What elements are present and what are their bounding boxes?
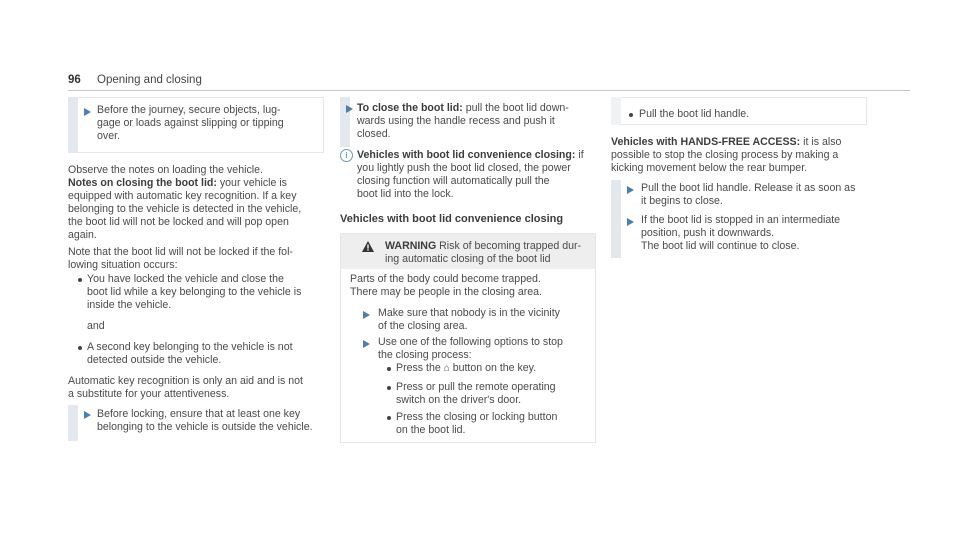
bullet-dot bbox=[78, 278, 82, 282]
pull-line: Pull the boot lid handle. bbox=[639, 108, 750, 120]
warning-first-text: Risk of becoming trapped dur- bbox=[439, 240, 582, 252]
step-line: Use one of the following options to stop bbox=[378, 336, 563, 348]
close-first-line bbox=[357, 102, 569, 115]
auto-line: Automatic key recognition is only an aid and is not bbox=[68, 375, 303, 387]
warning-line: ing automatic closing of the boot lid bbox=[385, 253, 551, 265]
step-line: Make sure that nobody is in the vicinity bbox=[378, 307, 560, 319]
info-first-line bbox=[357, 149, 584, 162]
sub-step-line: switch on the driver's door. bbox=[396, 394, 522, 406]
section-heading: Vehicles with boot lid convenience closing bbox=[340, 213, 564, 225]
info-icon: i bbox=[340, 149, 353, 162]
step-arrow-icon bbox=[346, 105, 353, 113]
tip-line: Before the journey, secure objects, lug- bbox=[97, 104, 281, 116]
sub-step-pre: Press the bbox=[396, 362, 441, 374]
bullet-line: inside the vehicle. bbox=[87, 299, 172, 311]
sub-step-line: Press or pull the remote operating bbox=[396, 381, 556, 393]
step-line: it begins to close. bbox=[641, 195, 723, 207]
sub-step-line: on the boot lid. bbox=[396, 424, 466, 436]
section-title: Opening and closing bbox=[97, 74, 202, 86]
page-number: 96 bbox=[68, 74, 81, 86]
and-text: and bbox=[87, 320, 105, 332]
note-line: Note that the boot lid will not be locked if the fol- bbox=[68, 246, 293, 258]
step-arrow-icon bbox=[363, 340, 370, 348]
bullet-dot bbox=[387, 367, 391, 371]
step-line: position, push it downwards. bbox=[641, 227, 775, 239]
step-bar bbox=[68, 405, 78, 441]
sub-step-line: Press the closing or locking button bbox=[396, 411, 558, 423]
parts-line: Parts of the body could become trapped. bbox=[350, 273, 541, 285]
step-bar bbox=[611, 97, 621, 125]
warning-first-line bbox=[385, 240, 581, 253]
close-line: wards using the handle recess and push it bbox=[357, 115, 555, 127]
info-heading: Vehicles with boot lid convenience closing: bbox=[357, 149, 576, 161]
bullet-line: boot lid while a key belonging to the vehicle is bbox=[87, 286, 302, 298]
bullet-line: detected outside the vehicle. bbox=[87, 354, 222, 366]
hf-first-line bbox=[611, 136, 841, 149]
notes-heading: Notes on closing the boot lid: bbox=[68, 177, 217, 189]
step-line: Pull the boot lid handle. Release it as soon as bbox=[641, 182, 856, 194]
header-divider bbox=[68, 90, 910, 91]
observe-line: Observe the notes on loading the vehicle. bbox=[68, 164, 263, 176]
info-first-text: if bbox=[578, 149, 584, 161]
info-line: you lightly push the boot lid closed, the power bbox=[357, 162, 571, 174]
info-line: boot lid into the lock. bbox=[357, 188, 454, 200]
bullet-line: You have locked the vehicle and close the bbox=[87, 273, 284, 285]
bullet-dot bbox=[387, 416, 391, 420]
step-line: The boot lid will continue to close. bbox=[641, 240, 800, 252]
step-arrow-icon bbox=[84, 411, 91, 419]
notes-line: belonging to the vehicle is detected in the vehicle, bbox=[68, 203, 302, 215]
hf-line: kicking movement below the rear bumper. bbox=[611, 162, 808, 174]
bullet-dot bbox=[629, 113, 633, 117]
bullet-dot bbox=[78, 346, 82, 350]
tip-line: gage or loads against slipping or tipping bbox=[97, 117, 284, 129]
bullet-line: A second key belonging to the vehicle is not bbox=[87, 341, 293, 353]
tip-line: over. bbox=[97, 130, 120, 142]
notes-line: again. bbox=[68, 229, 97, 241]
close-line: closed. bbox=[357, 128, 391, 140]
step-bar bbox=[611, 212, 621, 258]
step-arrow-icon bbox=[627, 218, 634, 226]
close-first-text: pull the boot lid down- bbox=[465, 102, 569, 114]
step-arrow-icon bbox=[627, 186, 634, 194]
step-bar bbox=[611, 180, 621, 216]
notes-first-line bbox=[68, 177, 287, 190]
step-line: of the closing area. bbox=[378, 320, 468, 332]
sub-step-post: button on the key. bbox=[452, 362, 537, 374]
info-line: closing function will automatically pull the bbox=[357, 175, 550, 187]
boot-lid-key-icon: ⌂ bbox=[443, 363, 450, 374]
close-heading: To close the boot lid: bbox=[357, 102, 463, 114]
warning-triangle-icon bbox=[362, 241, 374, 252]
notes-first-text: your vehicle is bbox=[219, 177, 287, 189]
note-line: lowing situation occurs: bbox=[68, 259, 178, 271]
sub-step-line bbox=[396, 362, 536, 375]
warning-label: WARNING bbox=[385, 240, 437, 252]
auto-line: a substitute for your attentiveness. bbox=[68, 388, 230, 400]
step-line: belonging to the vehicle is outside the vehicle. bbox=[97, 421, 313, 433]
hf-heading: Vehicles with HANDS-FREE ACCESS: bbox=[611, 136, 801, 148]
step-arrow-icon bbox=[84, 108, 91, 116]
bullet-dot bbox=[387, 386, 391, 390]
tip-bar bbox=[68, 97, 78, 153]
step-line: Before locking, ensure that at least one key bbox=[97, 408, 301, 420]
hf-line: possible to stop the closing process by making a bbox=[611, 149, 839, 161]
step-line: If the boot lid is stopped in an intermediate bbox=[641, 214, 841, 226]
step-arrow-icon bbox=[363, 311, 370, 319]
hf-first-text: it is also bbox=[803, 136, 842, 148]
notes-line: the boot lid will not be locked and will pop open bbox=[68, 216, 289, 228]
notes-line: equipped with automatic key recognition. If a key bbox=[68, 190, 297, 202]
parts-line: There may be people in the closing area. bbox=[350, 286, 542, 298]
step-line: the closing process: bbox=[378, 349, 472, 361]
